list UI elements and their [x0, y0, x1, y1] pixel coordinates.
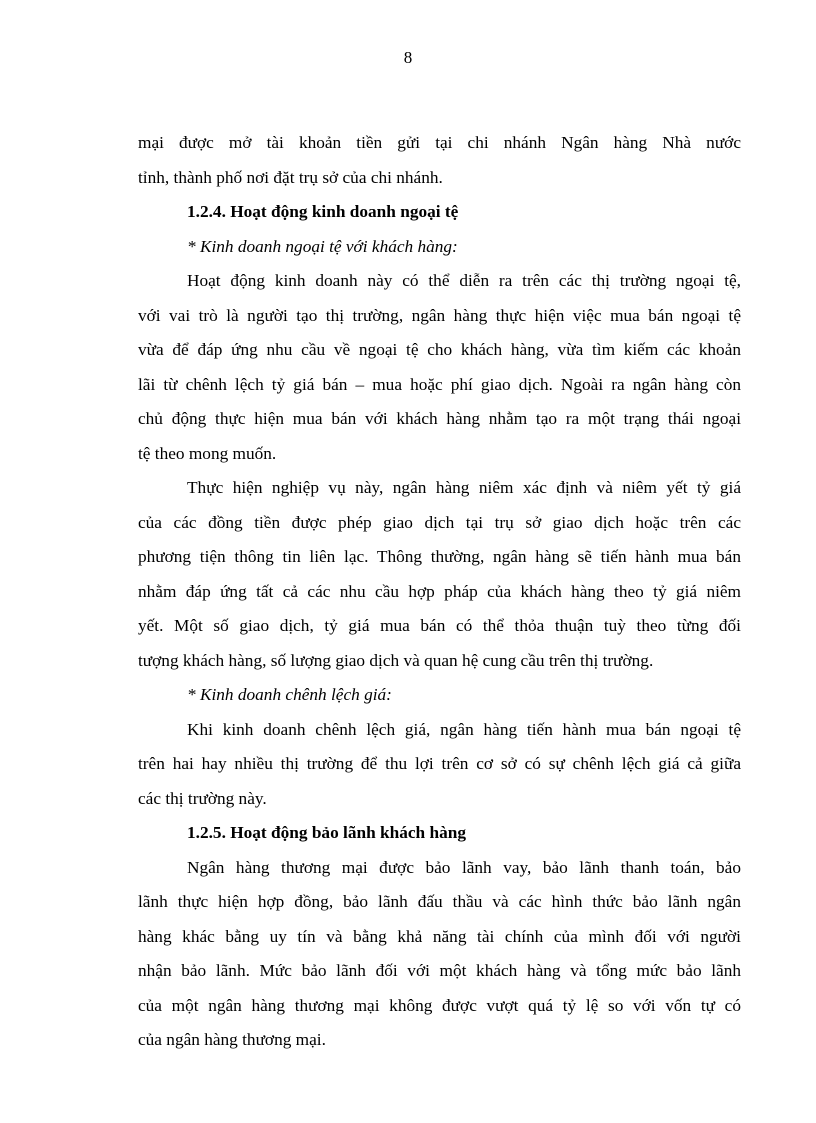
text-line: hàng khác bằng uy tín và bằng khả năng tài chính của mình đối với người	[138, 926, 741, 946]
text-line: phương tiện thông tin liên lạc. Thông thường, ngân hàng sẽ tiến hành mua bán	[138, 547, 741, 566]
text-line: Ngân hàng thương mại được bảo lãnh vay, bảo lãnh thanh toán, bảo	[187, 857, 741, 877]
text-line: Thực hiện nghiệp vụ này, ngân hàng niêm xác định và niêm yết tỷ giá	[187, 478, 741, 497]
text-line: lãi từ chênh lệch tỷ giá bán – mua hoặc phí giao dịch. Ngoài ra ngân hàng còn	[138, 374, 741, 394]
paragraph	[138, 471, 741, 678]
text-line: mại được mở tài khoản tiền gửi tại chi nhánh Ngân hàng Nhà nước	[138, 133, 741, 152]
text-line: chủ động thực hiện mua bán với khách hàng nhằm tạo ra một trạng thái ngoại	[138, 409, 741, 428]
paragraph	[138, 264, 741, 471]
section-heading: 1.2.5. Hoạt động bảo lãnh khách hàng	[187, 823, 466, 842]
text-line: Hoạt động kinh doanh này có thể diễn ra trên các thị trường ngoại tệ,	[187, 271, 741, 290]
text-line: lãnh thực hiện hợp đồng, bảo lãnh đấu thầu và các hình thức bảo lãnh ngân	[138, 892, 741, 911]
text-line: nhằm đáp ứng tất cả các nhu cầu hợp pháp của khách hàng theo tỷ giá niêm	[138, 581, 741, 601]
text-line: tỉnh, thành phố nơi đặt trụ sở của chi nhánh.	[138, 167, 443, 187]
paragraph	[138, 713, 741, 817]
text-line: tệ theo mong muốn.	[138, 443, 277, 463]
paragraph	[138, 851, 741, 1058]
document-body	[138, 126, 741, 1058]
page-number: 8	[403, 48, 413, 67]
text-line: của ngân hàng thương mại.	[138, 1030, 326, 1049]
text-line: với vai trò là người tạo thị trường, ngân hàng thực hiện việc mua bán ngoại tệ	[138, 305, 741, 325]
text-line: tượng khách hàng, số lượng giao dịch và quan hệ cung cầu trên thị trường.	[138, 650, 654, 670]
section-heading: 1.2.4. Hoạt động kinh doanh ngoại tệ	[187, 202, 459, 221]
text-line: nhận bảo lãnh. Mức bảo lãnh đối với một khách hàng và tổng mức bảo lãnh	[138, 961, 741, 980]
subheading: * Kinh doanh chênh lệch giá:	[187, 685, 392, 704]
text-line: các thị trường này.	[138, 788, 267, 808]
paragraph	[138, 126, 741, 195]
text-line: yết. Một số giao dịch, tỷ giá mua bán có thể thỏa thuận tuỳ theo từng đối	[138, 616, 741, 635]
text-line: trên hai hay nhiều thị trường để thu lợi trên cơ sở có sự chênh lệch giá cả giữa	[138, 754, 741, 773]
text-line: vừa để đáp ứng nhu cầu về ngoại tệ cho khách hàng, vừa tìm kiếm các khoản	[138, 340, 741, 359]
text-line: của các đồng tiền được phép giao dịch tại trụ sở giao dịch hoặc trên các	[138, 512, 741, 532]
subheading: * Kinh doanh ngoại tệ với khách hàng:	[187, 236, 458, 256]
text-line: của một ngân hàng thương mại không được vượt quá tỷ lệ so với vốn tự có	[138, 995, 741, 1015]
text-line: Khi kinh doanh chênh lệch giá, ngân hàng tiến hành mua bán ngoại tệ	[187, 719, 741, 739]
